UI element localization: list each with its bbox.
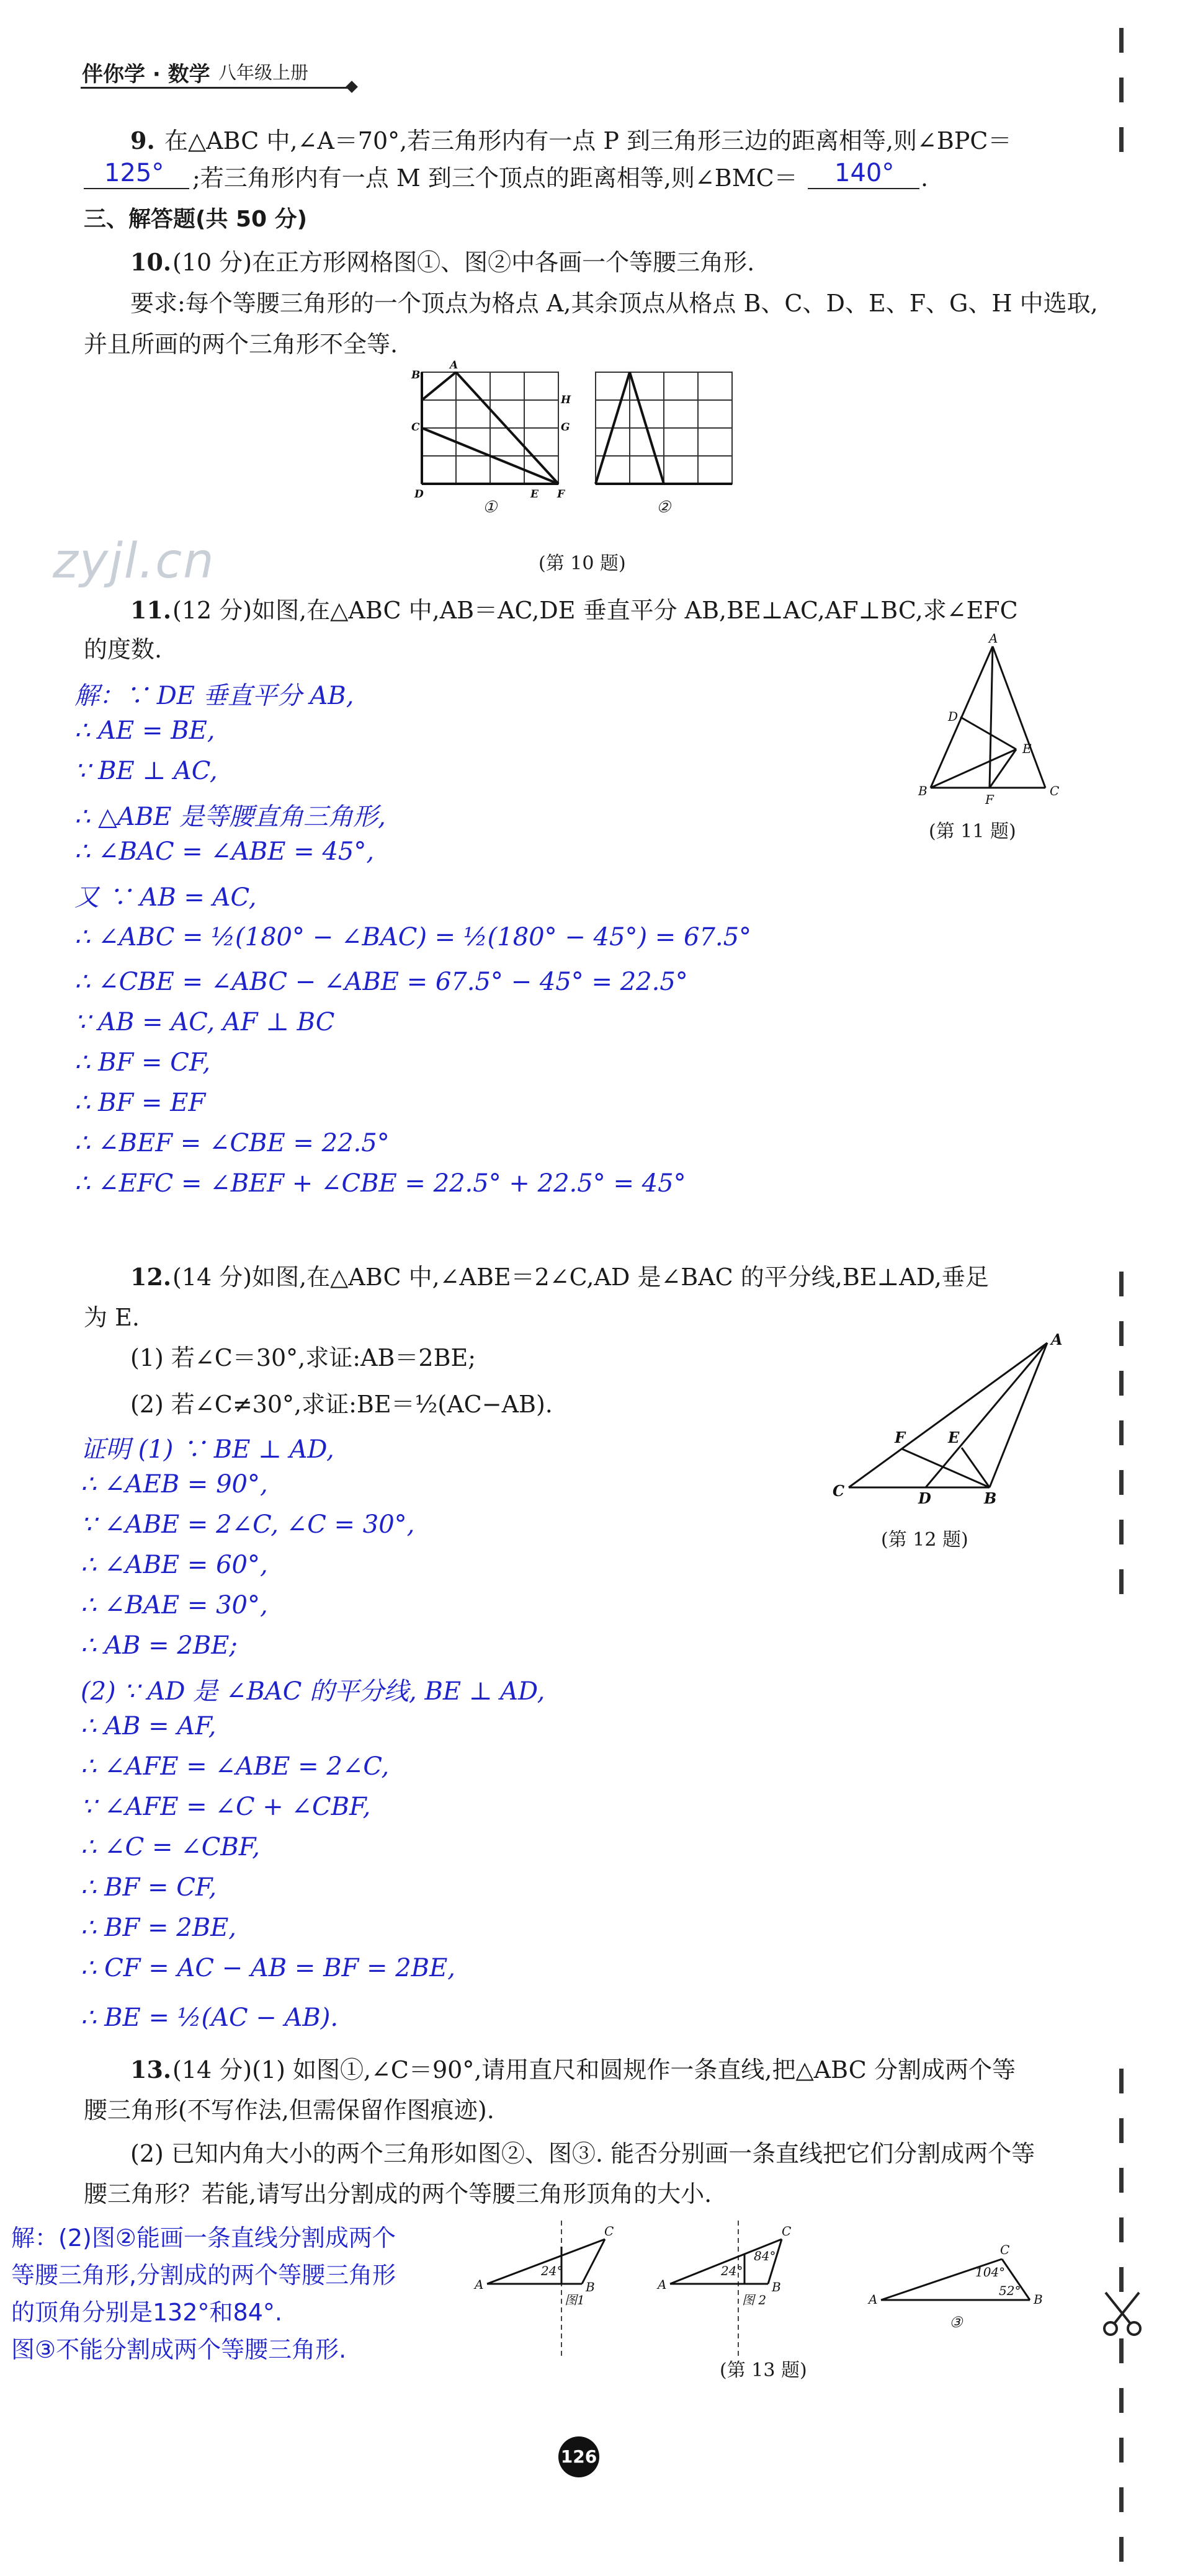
q13-line1: (14 分)(1) 如图①,∠C＝90°,请用直尺和圆规作一条直线,把△ABC 分割成两个等 xyxy=(172,2056,1016,2084)
book-subtitle: 八年级上册 xyxy=(218,62,309,83)
q11-sol-line: ∴ BF = CF, xyxy=(74,1048,211,1077)
q10-label-F1: F xyxy=(557,488,565,501)
q10-number: 10. xyxy=(130,248,172,276)
q12-sol-line: ∴ BF = 2BE, xyxy=(81,1914,237,1942)
svg-text:B: B xyxy=(918,783,928,798)
q12-line1: (14 分)如图,在△ABC 中,∠ABE＝2∠C,AD 是∠BAC 的平分线,BE⊥AD,垂足 xyxy=(172,1263,989,1291)
svg-text:D: D xyxy=(918,1489,931,1507)
q13-sol-line: 等腰三角形,分割成的两个等腰三角形 xyxy=(11,2262,396,2289)
q12-sol-line: ∴ BF = CF, xyxy=(81,1873,217,1902)
q11-line1: (12 分)如图,在△ABC 中,AB＝AC,DE 垂直平分 AB,BE⊥AC,AF⊥BC,求∠EFC xyxy=(172,597,1018,624)
q9-answer2: 140° xyxy=(834,159,895,187)
svg-text:B: B xyxy=(586,2280,595,2294)
q12-sol-line: ∴ CF = AC − AB = BF = 2BE, xyxy=(81,1954,455,1982)
q13-fig1-label: 图1 xyxy=(565,2293,585,2307)
q12-line2: 为 E. xyxy=(84,1304,140,1331)
q13-fig1-angle: 24° xyxy=(541,2263,563,2278)
q11-sol-line: ∴ BF = EF xyxy=(74,1089,206,1117)
svg-text:C: C xyxy=(604,2224,614,2239)
svg-text:B: B xyxy=(984,1489,997,1507)
q11-sol-line: ∴ ∠ABC = ½(180° − ∠BAC) = ½(180° − 45°) = 67.5° xyxy=(74,923,752,952)
q13-number: 13. xyxy=(130,2056,172,2084)
q10-label-E1: E xyxy=(530,488,539,501)
q11-caption: (第 11 题) xyxy=(929,821,1016,842)
q12-sol-line: ∵ ∠AFE = ∠C + ∠CBF, xyxy=(81,1793,371,1821)
q11-sol-line: 又 ∵ AB = AC, xyxy=(74,883,257,912)
svg-text:E: E xyxy=(948,1428,960,1446)
q12-part2: (2) 若∠C≠30°,求证:BE＝½(AC−AB). xyxy=(130,1391,553,1418)
q11-sol-line: ∴ ∠EFC = ∠BEF + ∠CBE = 22.5° + 22.5° = 45° xyxy=(74,1169,686,1198)
q10-label-C1: C xyxy=(411,421,420,434)
q13-fig2-angle-84: 84° xyxy=(754,2248,776,2263)
q12-sol-line: ∴ ∠BAE = 30°, xyxy=(81,1591,268,1620)
q13-fig2-angle-24: 24° xyxy=(721,2263,743,2278)
q10-label-A1: A xyxy=(450,360,458,372)
svg-text:E: E xyxy=(1022,741,1032,756)
q10-line3: 并且所画的两个三角形不全等. xyxy=(84,331,398,358)
q11-line2: 的度数. xyxy=(84,636,163,663)
q10-label-D1: D xyxy=(414,488,424,501)
q12-sol-line: ∴ AB = 2BE; xyxy=(81,1631,238,1660)
q10-figures xyxy=(409,360,757,515)
page-number: 126 xyxy=(558,2436,599,2477)
q10-fig1-label: ① xyxy=(483,498,498,515)
svg-text:A: A xyxy=(1051,1330,1063,1348)
q11-sol-line: ∴ ∠BAC = ∠ABE = 45°, xyxy=(74,837,375,866)
q10-label-G1: G xyxy=(561,421,570,434)
svg-text:F: F xyxy=(985,792,994,806)
q13-figures xyxy=(472,2214,1067,2369)
svg-text:C: C xyxy=(1050,783,1060,798)
svg-text:C: C xyxy=(782,2224,792,2239)
q13-fig3-label: ③ xyxy=(949,2314,963,2331)
svg-text:D: D xyxy=(948,709,959,724)
q13-fig2-label: 图 2 xyxy=(742,2293,767,2307)
q9-blank1 xyxy=(84,188,189,189)
q13-line3: (2) 已知内角大小的两个三角形如图②、图③. 能否分别画一条直线把它们分割成两个等 xyxy=(130,2140,1035,2167)
q10-line2: 要求:每个等腰三角形的一个顶点为格点 A,其余顶点从格点 B、C、D、E、F、G、H 中选取, xyxy=(130,290,1098,317)
q13-caption: (第 13 题) xyxy=(720,2360,807,2381)
q12-sol-line: ∴ ∠AEB = 90°, xyxy=(81,1470,268,1499)
q12-sol-line: ∴ AB = AF, xyxy=(81,1712,217,1740)
q11-sol-line: ∴ △ABE 是等腰直角三角形, xyxy=(74,803,386,831)
q11-number: 11. xyxy=(130,596,172,624)
svg-text:A: A xyxy=(989,633,998,646)
svg-text:A: A xyxy=(475,2277,484,2292)
q12-caption: (第 12 题) xyxy=(881,1529,968,1551)
q9-number: 9. xyxy=(130,127,155,154)
q12-sol-line: 证明 (1) ∵ BE ⊥ AD, xyxy=(81,1435,334,1464)
q9-line2: ;若三角形内有一点 M 到三个顶点的距离相等,则∠BMC＝ xyxy=(192,164,798,192)
q13-line2: 腰三角形(不写作法,但需保留作图痕迹). xyxy=(84,2097,494,2124)
q9-answer1: 125° xyxy=(104,159,164,187)
q10-caption: (第 10 题) xyxy=(539,553,626,574)
book-title: 伴你学 · 数学 xyxy=(82,62,210,87)
q13-fig3-angle-52: 52° xyxy=(999,2283,1021,2298)
q9-blank2 xyxy=(808,188,919,189)
q11-sol-line: ∴ ∠BEF = ∠CBE = 22.5° xyxy=(74,1129,390,1157)
q9-line1: 在△ABC 中,∠A＝70°,若三角形内有一点 P 到三角形三边的距离相等,则∠BPC＝ xyxy=(164,127,1012,154)
q10-label-H1: H xyxy=(561,394,571,406)
svg-text:C: C xyxy=(833,1482,845,1500)
watermark: zyjl.cn xyxy=(53,533,215,589)
q12-part1: (1) 若∠C＝30°,求证:AB＝2BE; xyxy=(130,1344,476,1371)
q10-fig2-label: ② xyxy=(656,498,671,515)
q9-line2-end: . xyxy=(921,164,929,192)
q11-sol-line: ∵ BE ⊥ AC, xyxy=(74,757,218,785)
svg-text:F: F xyxy=(895,1428,906,1446)
svg-text:B: B xyxy=(772,2280,781,2294)
q12-figure xyxy=(825,1327,1073,1513)
q10-grid-2 xyxy=(596,372,732,484)
q10-grid-1 xyxy=(422,372,558,484)
q12-sol-line: ∴ ∠ABE = 60°, xyxy=(81,1551,268,1579)
q11-figure xyxy=(912,633,1073,806)
q13-line4: 腰三角形？若能,请写出分割成的两个等腰三角形顶角的大小. xyxy=(84,2180,712,2208)
q11-sol-line: ∴ AE = BE, xyxy=(74,716,215,745)
svg-text:A: A xyxy=(658,2277,667,2292)
q12-sol-line: ∴ ∠AFE = ∠ABE = 2∠C, xyxy=(81,1752,390,1781)
q13-sol-line: 图③不能分割成两个等腰三角形. xyxy=(11,2336,347,2363)
q11-sol-line: ∴ ∠CBE = ∠ABC − ∠ABE = 67.5° − 45° = 22.5° xyxy=(74,968,688,996)
q12-sol-line: ∴ BE = ½(AC − AB). xyxy=(81,2003,339,2032)
scissors-icon xyxy=(1098,2289,1148,2338)
q11-sol-line: 解：∵ DE 垂直平分 AB, xyxy=(74,682,354,710)
q10-line1: (10 分)在正方形网格图①、图②中各画一个等腰三角形. xyxy=(172,249,755,276)
header-diamond xyxy=(346,81,358,93)
q11-sol-line: ∵ AB = AC, AF ⊥ BC xyxy=(74,1008,335,1036)
q12-sol-line: (2) ∵ AD 是 ∠BAC 的平分线, BE ⊥ AD, xyxy=(81,1677,545,1706)
section-heading: 三、解答题(共 50 分) xyxy=(84,207,308,232)
header-rule xyxy=(81,87,354,89)
q13-figure-1 xyxy=(473,2221,614,2357)
q13-figure-3 xyxy=(867,2242,1043,2331)
q12-number: 12. xyxy=(130,1263,172,1291)
svg-text:A: A xyxy=(869,2292,878,2307)
q12-sol-line: ∵ ∠ABE = 2∠C, ∠C = 30°, xyxy=(81,1510,415,1539)
svg-text:C: C xyxy=(1000,2242,1010,2257)
q12-sol-line: ∴ ∠C = ∠CBF, xyxy=(81,1833,260,1861)
q10-label-B1: B xyxy=(411,369,421,381)
svg-text:B: B xyxy=(1034,2292,1043,2307)
q13-sol-line: 的顶角分别是132°和84°. xyxy=(11,2299,282,2326)
q13-sol-line: 解：(2)图②能画一条直线分割成两个 xyxy=(11,2224,396,2252)
q13-fig3-angle-104: 104° xyxy=(975,2265,1006,2280)
q13-figure-2 xyxy=(656,2221,791,2357)
